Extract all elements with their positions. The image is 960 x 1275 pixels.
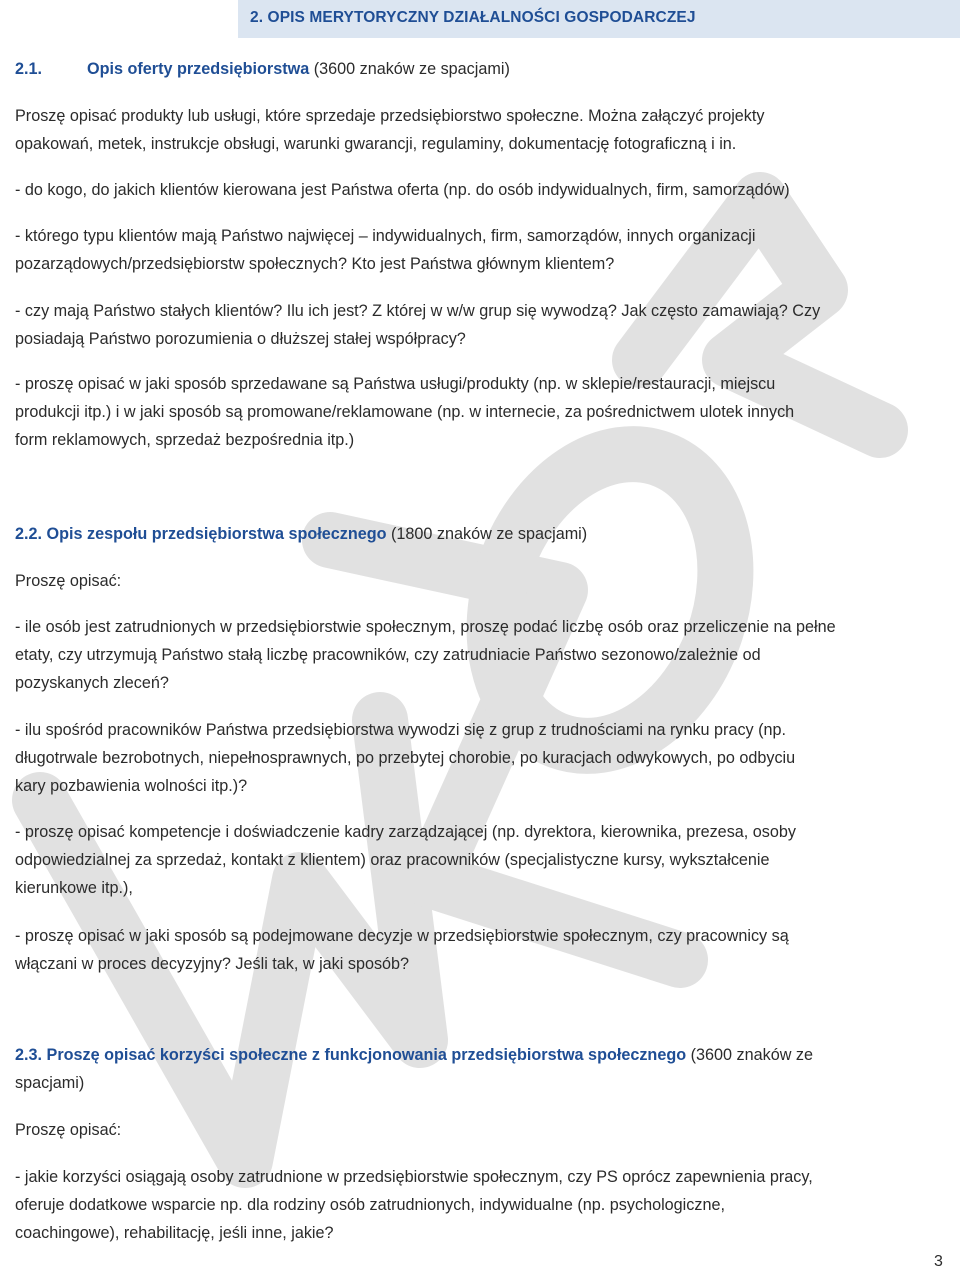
question-item: - ilu spośród pracowników Państwa przedsiębiorstwa wywodzi się z grup z trudnościami na rynku pracy (np.	[15, 721, 787, 739]
section-number: 2.3.	[15, 1046, 43, 1064]
section-title: Opis oferty przedsiębiorstwa	[87, 60, 310, 78]
section-title: Opis zespołu przedsiębiorstwa społecznego	[46, 525, 387, 543]
question-item: - proszę opisać w jaki sposób są podejmowane decyzje w przedsiębiorstwie społecznym, czy pracownicy są	[15, 927, 789, 945]
section-2-2-heading	[15, 520, 587, 549]
section-prompt: Proszę opisać:	[15, 1121, 122, 1139]
question-item: długotrwale bezrobotnych, niepełnosprawnych, po przebytej chorobie, po kuracjach odwykowych, po odbyciu	[15, 749, 796, 767]
question-item: form reklamowych, sprzedaż bezpośrednia itp.)	[15, 431, 355, 449]
question-item: - proszę opisać w jaki sposób sprzedawane są Państwa usługi/produkty (np. w sklepie/restauracji, miejscu	[15, 375, 776, 393]
section-number: 2.2.	[15, 525, 43, 543]
question-item: pozarządowych/przedsiębiorstw społecznych? Kto jest Państwa głównym klientem?	[15, 255, 615, 273]
section-number: 2.1.	[15, 60, 43, 78]
section-title: Proszę opisać korzyści społeczne z funkcjonowania przedsiębiorstwa społecznego	[46, 1046, 687, 1064]
section-note: (1800 znaków ze spacjami)	[391, 525, 588, 543]
page-number: 3	[934, 1253, 943, 1270]
question-item: włączani w proces decyzyjny? Jeśli tak, w jaki sposób?	[15, 955, 410, 973]
section-2-3-heading	[15, 1041, 813, 1070]
section-prompt: Proszę opisać:	[15, 572, 122, 590]
question-item: - ile osób jest zatrudnionych w przedsiębiorstwie społecznym, proszę podać liczbę osób oraz przeliczenie na pełne	[15, 618, 836, 636]
question-item: odpowiedzialnej za sprzedaż, kontakt z klientem) oraz pracowników (specjalistyczne kursy, wykształcenie	[15, 851, 770, 869]
question-item: oferuje dodatkowe wsparcie np. dla rodziny osób zatrudnionych, indywidualne (np. psychologiczne,	[15, 1196, 725, 1214]
page-title: 2. OPIS MERYTORYCZNY DZIAŁALNOŚCI GOSPODARCZEJ	[250, 9, 696, 26]
question-item: pozyskanych zleceń?	[15, 674, 169, 692]
question-item: - jakie korzyści osiągają osoby zatrudnione w przedsiębiorstwie społecznym, czy PS oprócz zapewnienia pracy,	[15, 1168, 813, 1186]
question-item: coachingowe), rehabilitację, jeśli inne, jakie?	[15, 1224, 334, 1242]
question-item: kary pozbawienia wolności itp.)?	[15, 777, 248, 795]
question-item: kierunkowe itp.),	[15, 879, 133, 897]
question-item: - proszę opisać kompetencje i doświadczenie kadry zarządzającej (np. dyrektora, kierownika, prezesa, osoby	[15, 823, 796, 841]
intro-line: Proszę opisać produkty lub usługi, które sprzedaje przedsiębiorstwo społeczne. Można załączyć projekty	[15, 107, 765, 125]
intro-line: opakowań, metek, instrukcje obsługi, warunki gwarancji, regulaminy, dokumentację fotograficzną i in.	[15, 135, 737, 153]
question-item: etaty, czy utrzymują Państwo stałą liczbę pracowników, czy zatrudniacie Państwo sezonowo/zależnie od	[15, 646, 761, 664]
question-item: - czy mają Państwo stałych klientów? Ilu ich jest? Z której w w/w grup się wywodzą? Jak często zamawiają? Czy	[15, 302, 821, 320]
question-item: - którego typu klientów mają Państwo najwięcej – indywidualnych, firm, samorządów, innych organizacji	[15, 227, 756, 245]
question-item: produkcji itp.) i w jaki sposób są promowane/reklamowane (np. w internecie, za pośrednictwem ulotek innych	[15, 403, 795, 421]
question-item: - do kogo, do jakich klientów kierowana jest Państwa oferta (np. do osób indywidualnych, firm, samorządów)	[15, 181, 790, 199]
section-note-cont: spacjami)	[15, 1074, 85, 1092]
section-note: (3600 znaków ze spacjami)	[313, 60, 510, 78]
section-2-1-heading	[15, 55, 510, 84]
question-item: posiadają Państwo porozumienia o dłuższej stałej współpracy?	[15, 330, 466, 348]
section-note: (3600 znaków ze	[690, 1046, 813, 1064]
